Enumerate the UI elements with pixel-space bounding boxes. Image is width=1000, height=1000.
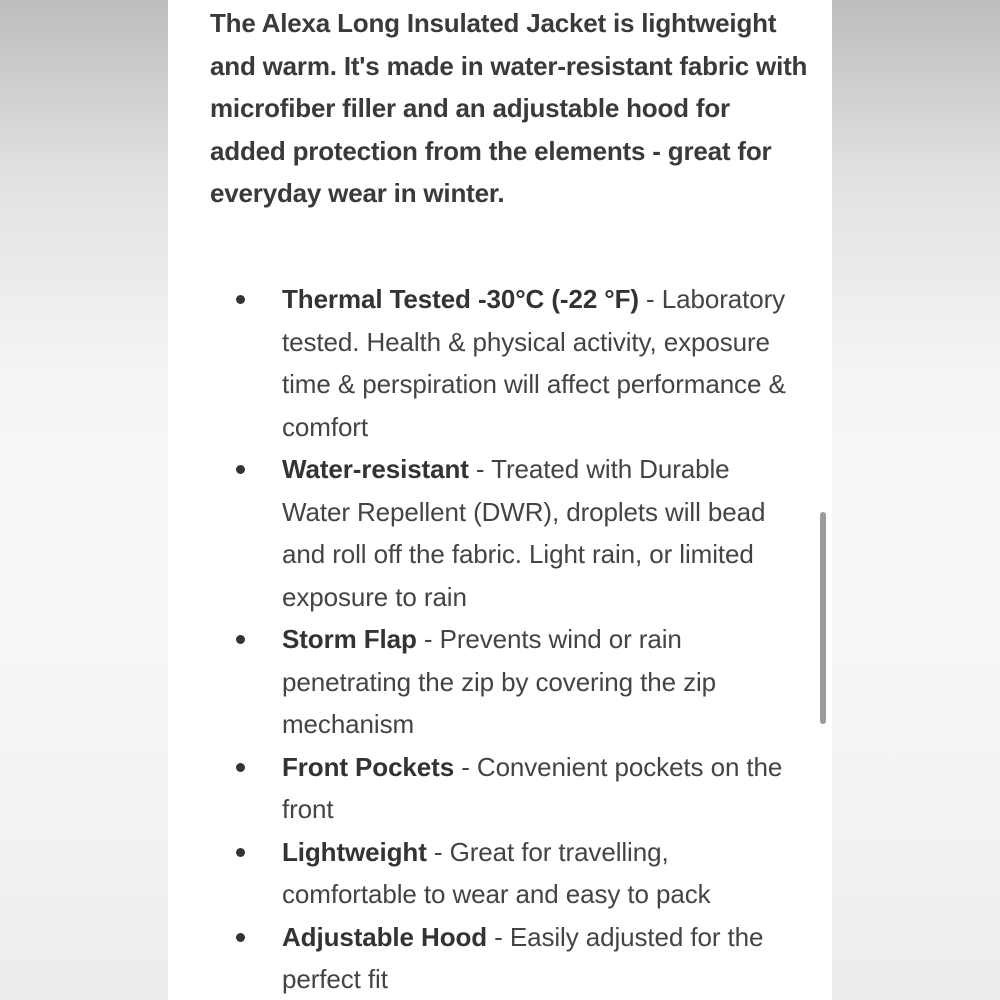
feature-title: Thermal Tested -30°C (-22 °F) — [282, 284, 639, 314]
feature-text: Treated with Durable Water Repellent (DWR), droplets will bead and roll off the fabric. Light rain, or limited exposure to rain — [282, 454, 766, 612]
right-background — [832, 0, 1000, 1000]
feature-separator: - — [638, 284, 662, 314]
feature-title: Front Pockets — [282, 751, 455, 782]
feature-list — [168, 278, 832, 1000]
description-panel — [168, 0, 832, 1000]
bullet-icon — [236, 635, 245, 644]
bullet-icon — [236, 763, 245, 772]
feature-text: Easily adjusted for the perfect fit — [282, 921, 764, 994]
bullet-icon — [236, 848, 245, 857]
feature-separator: - — [426, 836, 450, 867]
feature-text: Laboratory tested. Health & physical activity, exposure time & perspiration will affect performance & comfort — [282, 284, 786, 442]
feature-title: Lightweight — [282, 836, 427, 867]
feature-separator: - — [487, 921, 510, 952]
bullet-icon — [236, 465, 245, 474]
feature-text: Prevents wind or rain penetrating the zip by covering the zip mechanism — [282, 624, 717, 739]
feature-item — [168, 278, 832, 448]
feature-separator: - — [468, 454, 492, 484]
product-intro: The Alexa Long Insulated Jacket is lightweight and warm. It's made in water-resistant fabric with microfiber filler and an adjustable hood for added protection from the elements - great for everyday wear in winter. — [210, 8, 808, 208]
feature-title: Storm Flap — [282, 624, 417, 654]
feature-item — [168, 618, 832, 746]
scrollbar-thumb[interactable] — [820, 512, 826, 724]
feature-item — [168, 916, 832, 1000]
feature-text: Great for travelling, comfortable to wear and easy to pack — [282, 836, 711, 909]
feature-separator: - — [454, 751, 477, 782]
feature-text: Convenient pockets on the front — [282, 751, 783, 824]
feature-item — [168, 746, 832, 831]
feature-title: Adjustable Hood — [282, 921, 488, 952]
bullet-icon — [236, 933, 245, 942]
feature-item — [168, 831, 832, 916]
left-background — [0, 0, 168, 1000]
feature-title: Water-resistant — [282, 454, 469, 484]
bullet-icon — [236, 295, 245, 304]
feature-item — [168, 448, 832, 618]
feature-separator: - — [416, 624, 440, 654]
